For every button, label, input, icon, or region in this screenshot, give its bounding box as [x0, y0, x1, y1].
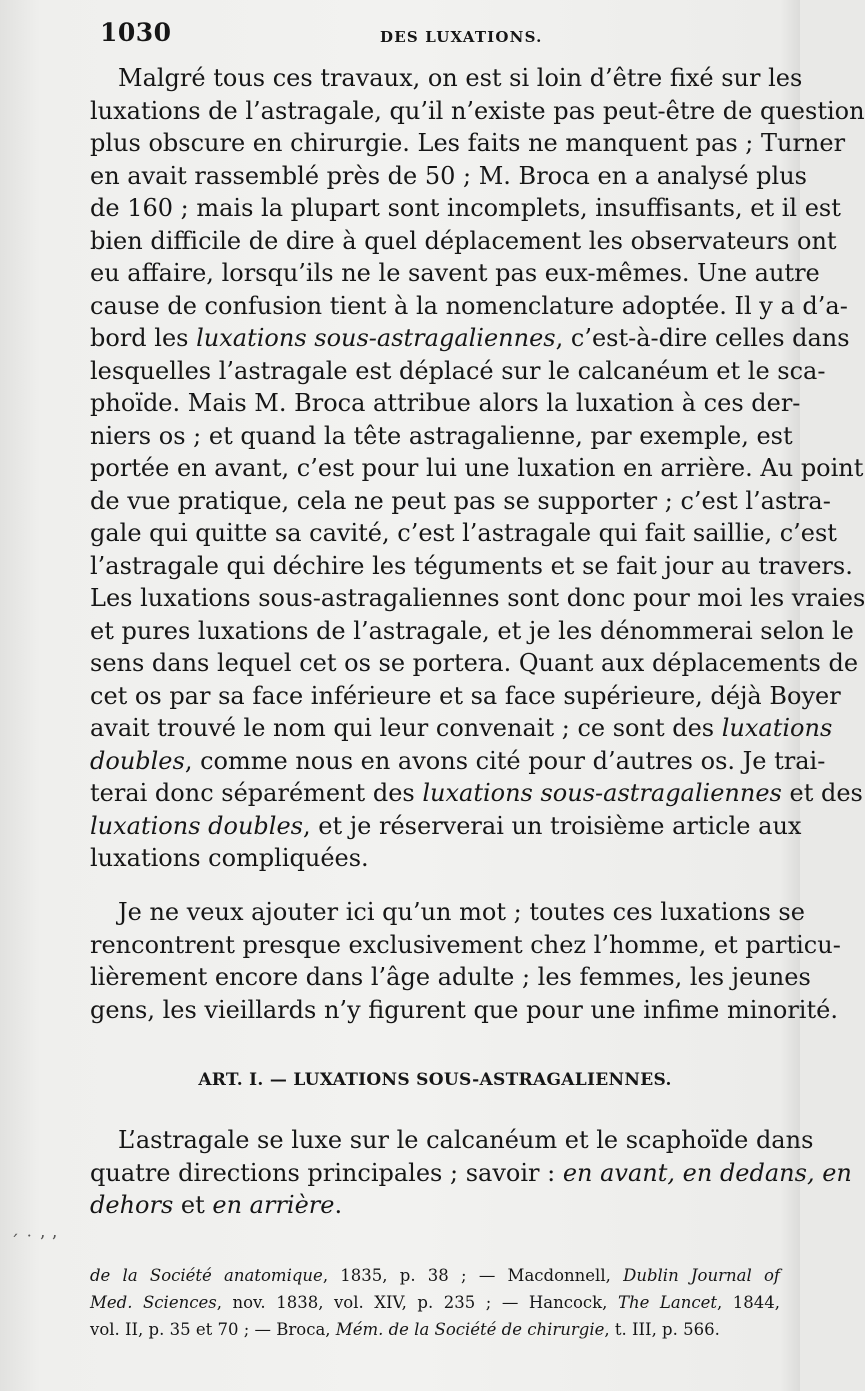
paragraph-1-line — [90, 290, 848, 323]
paragraph-1-line — [90, 810, 802, 843]
text-span: bord les — [90, 324, 197, 352]
text-span: , et je réserverai un troisième article aux — [302, 811, 802, 840]
paragraph-1-line — [90, 842, 780, 875]
italic-span: luxations doubles — [90, 811, 303, 840]
italic-span: luxations — [721, 714, 833, 742]
italic-span: luxations sous-astragaliennes — [196, 324, 556, 352]
paragraph-2-line — [90, 994, 838, 1027]
text-span: en avait rassemblé près de 50 ; M. Broca en a analysé plus — [90, 161, 807, 190]
paragraph-2-line — [90, 896, 805, 929]
text-span: de vue pratique, cela ne peut pas se supporter ; c’est l’astra- — [90, 486, 831, 515]
paragraph-1-line — [90, 62, 803, 95]
paragraph-2-line — [90, 929, 841, 962]
paragraph-1-line — [90, 712, 833, 745]
footnote-line — [90, 1262, 780, 1289]
paragraph-1-line — [90, 777, 863, 810]
text-span: cet os par sa face inférieure et sa face supérieure, déjà Boyer — [90, 681, 841, 710]
text-span: bien difficile de dire à quel déplacement les observateurs ont — [90, 226, 837, 255]
text-span: luxations compliquées. — [90, 844, 369, 872]
paragraph-3-line — [90, 1157, 852, 1190]
paragraph-1-line — [90, 95, 865, 128]
text-span: , t. III, p. 566. — [604, 1320, 720, 1339]
italic-span: doubles — [90, 746, 185, 775]
italic-span: de la Société anatomique — [90, 1266, 323, 1285]
text-span: sens dans lequel cet os se portera. Quant aux déplacements de — [90, 649, 859, 677]
italic-span: en avant, en dedans, en — [562, 1158, 852, 1187]
paragraph-1-line — [90, 485, 831, 518]
paragraph-1-line — [90, 452, 864, 485]
text-span: de 160 ; mais la plupart sont incomplets, insuffisants, et il est — [90, 194, 841, 222]
paragraph-1-line — [90, 517, 837, 550]
text-span: eu affaire, lorsqu’ils ne le savent pas eux-mêmes. Une autre — [90, 259, 820, 287]
text-span: niers os ; et quand la tête astragalienne, par exemple, est — [90, 421, 793, 450]
paragraph-1-line — [90, 257, 820, 290]
text-span: , c’est-à-dire celles dans — [555, 324, 850, 352]
text-span: Malgré tous ces travaux, on est si loin d’être fixé sur les — [118, 64, 803, 92]
text-span: plus obscure en chirurgie. Les faits ne manquent pas ; Turner — [90, 129, 846, 157]
paragraph-3-line — [90, 1189, 780, 1222]
text-span: . — [334, 1191, 343, 1219]
page-number: 1030 — [100, 18, 172, 47]
paragraph-3 — [90, 1124, 852, 1222]
paragraph-1-line — [90, 355, 826, 388]
section-heading: ART. I. — LUXATIONS SOUS-ASTRAGALIENNES. — [198, 1070, 672, 1090]
text-span: gens, les vieillards n’y figurent que pour une infime minorité. — [90, 995, 838, 1024]
text-span: lesquelles l’astragale est déplacé sur le calcanéum et le sca- — [90, 356, 826, 385]
text-span: terai donc séparément des — [90, 779, 423, 807]
paragraph-2-line — [90, 961, 811, 994]
text-span: et pures luxations de l’astragale, et je les dénommerai selon le — [90, 616, 854, 645]
italic-span: The Lancet — [617, 1293, 717, 1312]
page-header — [100, 18, 780, 54]
italic-span: Mém. de la Société de chirurgie — [335, 1320, 605, 1339]
paragraph-3-line — [90, 1124, 814, 1157]
text-span: quatre directions principales ; savoir : — [90, 1158, 563, 1187]
text-span: avait trouvé le nom qui leur convenait ; ce sont des — [90, 714, 722, 742]
text-span: , comme nous en avons cité pour d’autres os. Je trai- — [184, 746, 826, 775]
paragraph-1-line — [90, 225, 837, 258]
footnote-line — [90, 1316, 780, 1343]
paragraph-1-line — [90, 680, 841, 713]
paragraph-1-line — [90, 615, 854, 648]
text-span: lièrement encore dans l’âge adulte ; les femmes, les jeunes — [90, 963, 811, 991]
paragraph-1 — [90, 62, 865, 875]
text-span: , 1835, p. 38 ; — Macdonnell, — [322, 1266, 624, 1285]
paragraph-1-line — [90, 647, 859, 680]
text-span: et — [173, 1191, 213, 1219]
text-span: Les luxations sous-astragaliennes sont donc pour moi les vraies — [90, 584, 865, 612]
text-span: gale qui quitte sa cavité, c’est l’astragale qui fait saillie, c’est — [90, 519, 837, 547]
paragraph-1-line — [90, 387, 801, 420]
text-span: , 1844, — [716, 1293, 780, 1312]
text-span: et des — [781, 779, 863, 807]
paragraph-2 — [90, 896, 841, 1026]
text-span: luxations de l’astragale, qu’il n’existe pas peut-être de question — [90, 96, 865, 125]
italic-span: en arrière — [212, 1191, 335, 1219]
text-span: , nov. 1838, vol. XIV, p. 235 ; — Hancock, — [216, 1293, 618, 1312]
paragraph-1-line — [90, 322, 850, 355]
text-span: phoïde. Mais M. Broca attribue alors la luxation à ces der- — [90, 389, 801, 417]
text-span: L’astragale se luxe sur le calcanéum et le scaphoïde dans — [118, 1126, 814, 1154]
text-span: Je ne veux ajouter ici qu’un mot ; toutes ces luxations se — [118, 898, 805, 926]
italic-span: luxations sous-astragaliennes — [422, 779, 782, 807]
paragraph-1-line — [90, 160, 807, 193]
margin-mark: ´ ˙ ’ ʼ — [10, 1232, 57, 1253]
italic-span: Med. Sciences — [90, 1293, 217, 1312]
paragraph-1-line — [90, 127, 846, 160]
text-span: rencontrent presque exclusivement chez l’homme, et particu- — [90, 930, 841, 959]
footnote — [90, 1262, 780, 1343]
text-span: portée en avant, c’est pour lui une luxation en arrière. Au point — [90, 454, 864, 482]
paragraph-1-line — [90, 745, 826, 778]
text-span: vol. II, p. 35 et 70 ; — Broca, — [90, 1320, 336, 1339]
paragraph-1-line — [90, 192, 841, 225]
footnote-line — [90, 1289, 780, 1316]
running-head: DES LUXATIONS. — [380, 28, 543, 46]
text-span: l’astragale qui déchire les téguments et se fait jour au travers. — [90, 551, 853, 580]
paragraph-1-line — [90, 550, 853, 583]
italic-span: dehors — [90, 1191, 174, 1219]
italic-span: Dublin Journal of — [623, 1266, 781, 1285]
paragraph-1-line — [90, 420, 793, 453]
paragraph-1-line — [90, 582, 865, 615]
text-span: cause de confusion tient à la nomenclature adoptée. Il y a d’a- — [90, 291, 848, 320]
